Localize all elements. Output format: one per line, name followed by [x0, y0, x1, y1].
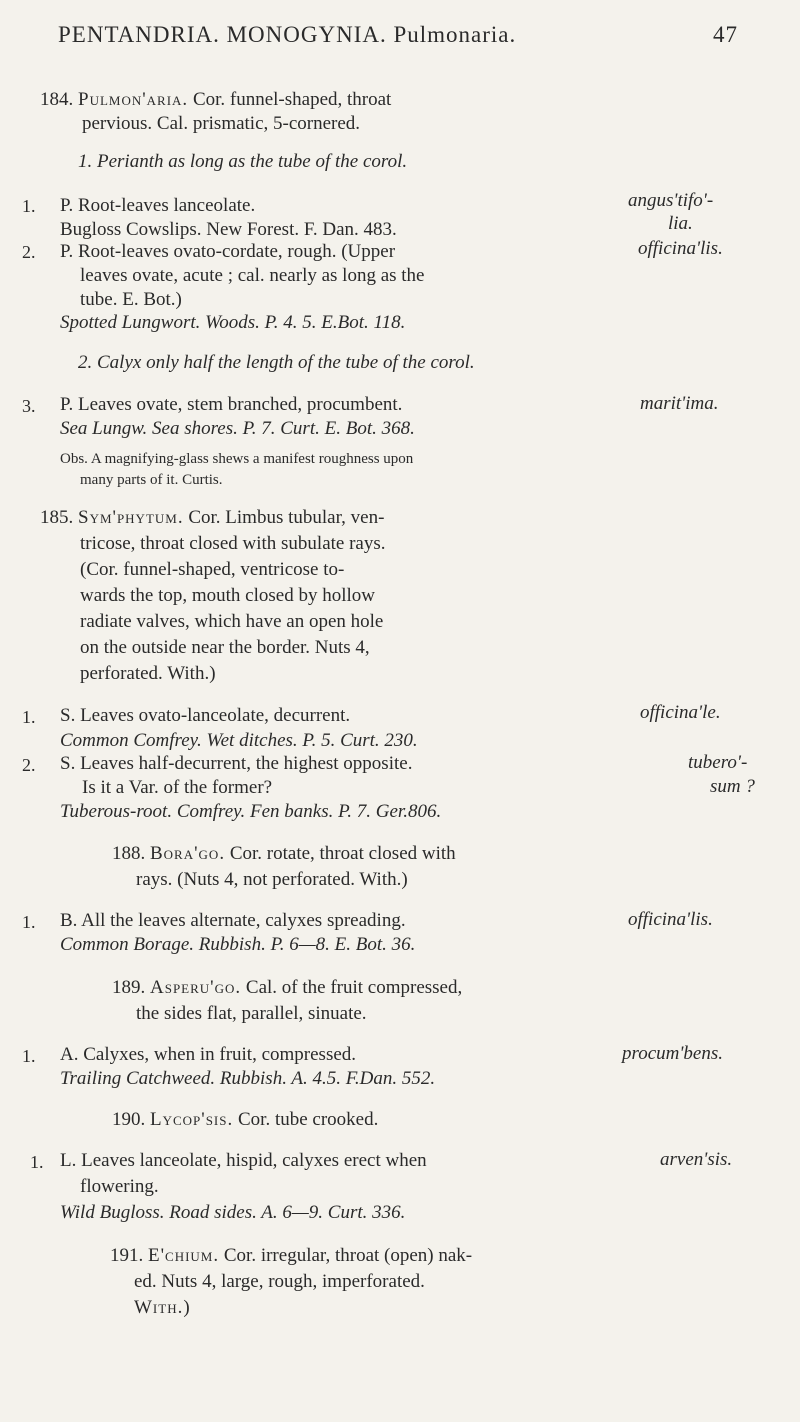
genus-name: Asperu'go. [150, 977, 242, 998]
genus-description: (Cor. funnel-shaped, ventricose to- [80, 559, 345, 580]
species-description: leaves ovate, acute ; cal. nearly as long as the [80, 265, 425, 286]
genus-description: perforated. With.) [80, 663, 216, 684]
species-description: S. Leaves ovato-lanceolate, decurrent. [60, 705, 351, 726]
species-description: A. Calyxes, when in fruit, compressed. [60, 1044, 357, 1065]
header-title: PENTANDRIA. MONOGYNIA. Pulmonaria. [58, 22, 517, 47]
genus-name: E'chium. [148, 1245, 220, 1266]
species-common-name: Wild Bugloss. Road sides. A. 6—9. Curt. 336. [60, 1202, 406, 1223]
genus-number: 191. [110, 1245, 144, 1266]
genus-name: Bora'go. [150, 843, 226, 864]
genus-189-heading [112, 976, 462, 1000]
genus-188-heading [112, 842, 456, 866]
genus-description: Cal. of the fruit compressed, [245, 977, 463, 998]
species-common-name: Common Comfrey. Wet ditches. P. 5. Curt. 230. [60, 730, 418, 751]
species-epithet: sum ? [710, 776, 755, 797]
species-description: B. All the leaves alternate, calyxes spreading. [60, 910, 406, 931]
species-epithet: procum'bens. [622, 1043, 723, 1064]
observation-note: many parts of it. Curtis. [80, 472, 223, 488]
genus-184-heading [40, 88, 391, 112]
species-epithet: officina'lis. [628, 909, 713, 930]
genus-description: ed. Nuts 4, large, rough, imperforated. [134, 1271, 425, 1292]
genus-191-heading [110, 1244, 472, 1268]
genus-description: pervious. Cal. prismatic, 5-cornered. [82, 113, 361, 134]
species-number: 1. [30, 1152, 44, 1172]
genus-name: Pulmon'aria. [78, 89, 189, 110]
genus-description: Cor. Limbus tubular, ven- [188, 507, 385, 528]
species-epithet: arven'sis. [660, 1149, 733, 1170]
genus-description: Cor. irregular, throat (open) nak- [223, 1245, 473, 1266]
genus-description: With.) [134, 1297, 191, 1318]
genus-number: 189. [112, 977, 146, 998]
genus-190-heading [112, 1108, 378, 1132]
genus-number: 190. [112, 1109, 146, 1130]
section-heading: 2. Calyx only half the length of the tube of the corol. [78, 352, 475, 373]
species-description: P. Leaves ovate, stem branched, procumbent. [60, 394, 403, 415]
species-epithet: officina'le. [640, 702, 721, 723]
species-epithet: lia. [668, 213, 693, 234]
genus-name: Lycop'sis. [150, 1109, 234, 1130]
genus-description: Cor. funnel-shaped, throat [192, 89, 392, 110]
species-description: P. Root-leaves lanceolate. [60, 195, 256, 216]
genus-description: on the outside near the border. Nuts 4, [80, 637, 370, 658]
genus-name: Sym'phytum. [78, 507, 184, 528]
species-epithet: angus'tifo'- [628, 190, 714, 211]
species-number: 3. [22, 396, 36, 416]
species-number: 1. [22, 1046, 36, 1066]
species-common-name: Sea Lungw. Sea shores. P. 7. Curt. E. Bot. 368. [60, 418, 415, 439]
species-epithet: officina'lis. [638, 238, 723, 259]
genus-number: 184. [40, 89, 74, 110]
page-number: 47 [713, 22, 738, 47]
species-description: tube. E. Bot.) [80, 289, 182, 310]
species-number: 2. [22, 242, 36, 262]
species-epithet: marit'ima. [640, 393, 719, 414]
species-description: S. Leaves half-decurrent, the highest opposite. [60, 753, 413, 774]
species-common-name: Trailing Catchweed. Rubbish. A. 4.5. F.Dan. 552. [60, 1068, 436, 1089]
section-heading: 1. Perianth as long as the tube of the corol. [78, 151, 408, 172]
species-epithet: tubero'- [688, 752, 748, 773]
species-number: 2. [22, 755, 36, 775]
species-number: 1. [22, 912, 36, 932]
species-common-name: Spotted Lungwort. Woods. P. 4. 5. E.Bot. 118. [60, 312, 406, 333]
genus-description: rays. (Nuts 4, not perforated. With.) [136, 869, 408, 890]
genus-number: 188. [112, 843, 146, 864]
species-common-name: Bugloss Cowslips. New Forest. F. Dan. 483. [60, 219, 397, 240]
genus-description: wards the top, mouth closed by hollow [80, 585, 375, 606]
genus-description: Cor. tube crooked. [238, 1109, 379, 1130]
species-description: P. Root-leaves ovato-cordate, rough. (Upper [60, 241, 396, 262]
species-description: flowering. [80, 1176, 159, 1197]
genus-description: Cor. rotate, throat closed with [229, 843, 456, 864]
genus-number: 185. [40, 507, 74, 528]
species-number: 1. [22, 196, 36, 216]
genus-description: tricose, throat closed with subulate rays. [80, 533, 386, 554]
observation-note: Obs. A magnifying-glass shews a manifest roughness upon [60, 451, 414, 467]
species-number: 1. [22, 707, 36, 727]
species-common-name: Common Borage. Rubbish. P. 6—8. E. Bot. 36. [60, 934, 416, 955]
genus-description: radiate valves, which have an open hole [80, 611, 384, 632]
genus-185-heading [40, 506, 384, 530]
genus-description: the sides flat, parallel, sinuate. [136, 1003, 367, 1024]
species-description: Is it a Var. of the former? [82, 777, 273, 798]
species-common-name: Tuberous-root. Comfrey. Fen banks. P. 7. Ger.806. [60, 801, 442, 822]
species-description: L. Leaves lanceolate, hispid, calyxes erect when [60, 1150, 427, 1171]
